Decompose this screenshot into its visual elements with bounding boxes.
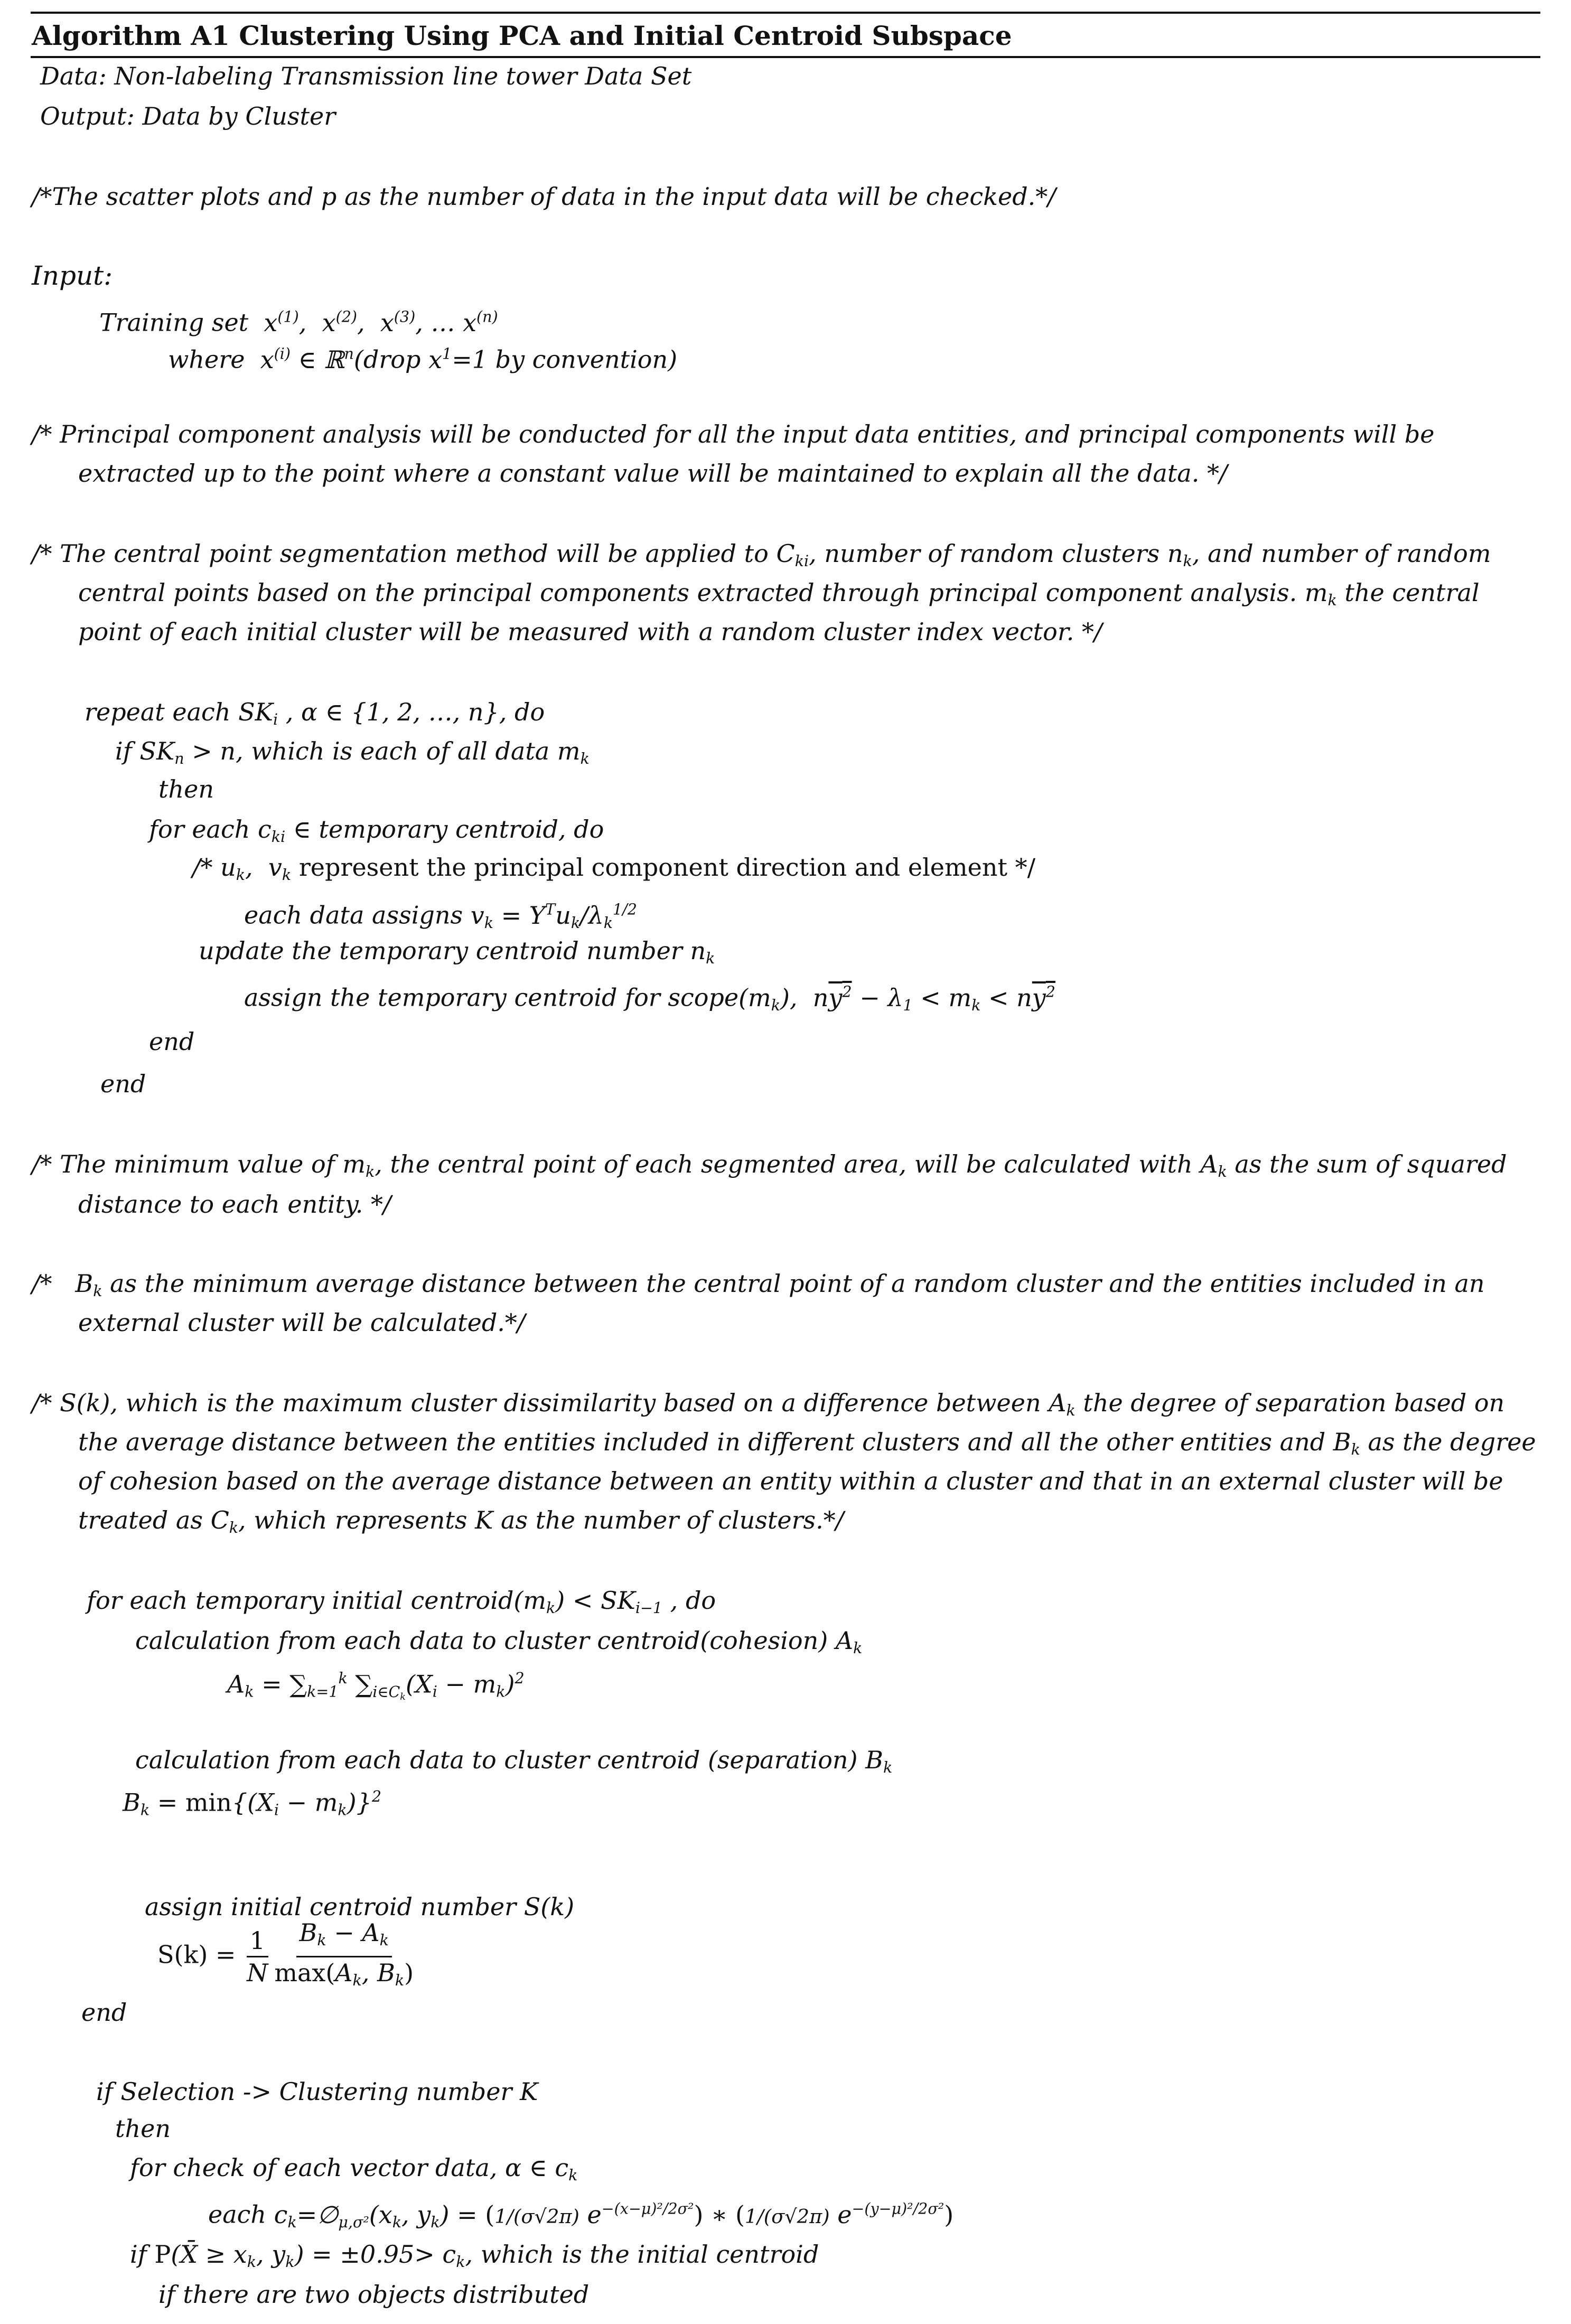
sk-comment-2a: the average distance between the entities included in different clusters and all the other entities and (78, 1428, 1326, 1456)
where-label: where (168, 345, 245, 374)
sk-comment-1a: /* S(k), which is the maximum cluster dissimilarity based on a difference between (32, 1389, 1041, 1417)
for-temp-label: for each temporary initial centroid (87, 1586, 514, 1615)
for-each-line (149, 812, 604, 854)
cohesion-line (135, 1624, 862, 1665)
sk-comment-4a: treated as (78, 1506, 203, 1534)
separation-line (135, 1743, 892, 1785)
scatter-comment: /*The scatter plots and p as the number of data in the input data will be checked.*/ (32, 182, 1056, 211)
two-objects-line: if there are two objects distributed (158, 2280, 590, 2309)
min-comment-2: distance to each entity. */ (78, 1190, 391, 1219)
for-each-tail: temporary centroid, do (319, 815, 604, 844)
if-p-line (130, 2237, 819, 2279)
update-formula: nk (690, 936, 715, 967)
bk-formula: $Bk = \min\{(Xi - mk)\}^2$ (123, 1788, 382, 1819)
central-comment-1b: number of random clusters (824, 539, 1160, 568)
min-comment-1b: the central point of each segmented area, will be calculated with (390, 1150, 1193, 1178)
end-inner: end (149, 1027, 195, 1056)
sk-bk: Bk (1333, 1428, 1360, 1458)
for-each-label: for each (149, 815, 250, 844)
assigns-label: each data assigns (244, 901, 463, 930)
for-check-label: for check of each vector data, (130, 2153, 498, 2182)
bk-comment-1b: as the minimum average distance between the central point of a random cluster and the entities included in an (110, 1269, 1485, 1298)
sk-formula: S(k) = $\frac{1}{N}$ $\frac{Bk - Ak}{\max(Ak, Bk)}$ (157, 1917, 417, 1996)
for-check-line (130, 2151, 577, 2192)
central-comment-2a: central points based on the principal components extracted through principal component analysis. (78, 578, 1297, 607)
algorithm-title: Algorithm A1 Clustering Using PCA and Initial Centroid Subspace (32, 20, 1012, 51)
central-comment-2b: the central (1344, 578, 1480, 607)
min-mk: mk, (342, 1150, 382, 1180)
end-outer: end (100, 1070, 146, 1098)
sk-frac-1: $\frac{1}{N}$ (247, 1926, 268, 1987)
drop-label: (drop (353, 345, 421, 374)
if-p-tail: which is the initial centroid (480, 2240, 819, 2269)
repeat-formula: SKi , α ∈ {1, 2, …, n}, (238, 698, 507, 728)
cohesion-label: calculation from each data to cluster centroid(cohesion) (135, 1626, 828, 1655)
assigns-formula: vk = $Y^Tuk/\lambda k^{1/2}$ (470, 901, 637, 932)
sk-comment-4b: which represents K as the number of clusters.*/ (254, 1506, 844, 1534)
convention-label: =1 by convention) (452, 345, 678, 374)
uk-vk-comment (192, 850, 1035, 892)
sk-comment-3: of cohesion based on the average distance between an entity within a cluster and that in an external cluster will be (78, 1467, 1503, 1495)
data-line: Data: Non-labeling Transmission line tower Data Set (40, 62, 692, 90)
each-label: each (208, 2200, 267, 2229)
for-temp-line (87, 1583, 716, 1625)
pca-comment-1: /* Principal component analysis will be conducted for all the input data entities, and principal components will be (32, 420, 1435, 448)
sk-frac-2: $\frac{Bk - Ak}{\max(Ak, Bk)}$ (274, 1918, 414, 1989)
bk-comment-1a: /* (32, 1269, 52, 1298)
assign-sk-line: assign initial centroid number S(k) (145, 1892, 575, 1921)
end-loop2: end (81, 1998, 127, 2027)
uk-comment-open: /* (192, 853, 213, 882)
if-formula: SKn > n, (139, 737, 244, 767)
sk-comment-2 (78, 1425, 1536, 1467)
assign-scope-label: assign the temporary centroid for scope (244, 983, 739, 1012)
for-temp-do: do (685, 1586, 716, 1615)
central-comment-3: point of each initial cluster will be measured with a random cluster index vector. */ (78, 617, 1102, 646)
for-temp-formula: (mk) < SKi−1 , (513, 1586, 678, 1617)
sk-comment-1b: the degree of separation based on (1083, 1389, 1505, 1417)
central-comment-1a: /* The central point segmentation method will be applied to (32, 539, 769, 568)
if-line (115, 734, 590, 776)
output-line: Output: Data by Cluster (40, 102, 336, 130)
sk-comment-1 (32, 1386, 1504, 1428)
drop-formula: $x^1$ (428, 345, 452, 374)
c-ki-symbol: Cki, (776, 539, 817, 570)
training-set-line (99, 300, 498, 340)
if-mk: mk (557, 737, 590, 767)
top-rule (31, 12, 1540, 14)
training-set-formula: $x^{(1)}$, $x^{(2)}$, $x^{(3)}$, … $x^{(n)}$ (264, 308, 498, 337)
repeat-line (85, 695, 545, 737)
for-check-formula: α ∈ ck (505, 2153, 578, 2184)
cohesion-ak: Ak (835, 1626, 863, 1657)
uk-comment-text: represent the principal component direction and element */ (298, 853, 1036, 882)
bk-comment-1 (32, 1267, 1485, 1308)
repeat-label: repeat each (85, 698, 231, 726)
bk-symbol: Bk (75, 1269, 102, 1300)
selection-then: then (115, 2114, 171, 2143)
if-text: which is each of all data (251, 737, 550, 765)
central-comment-1 (32, 537, 1491, 578)
sk-ak: Ak (1049, 1389, 1076, 1419)
repeat-tail: do (515, 698, 545, 726)
separation-label: calculation from each data to cluster centroid (separation) (135, 1746, 858, 1774)
m-k-symbol: mk (1304, 578, 1337, 609)
sk-ck: Ck, (210, 1506, 246, 1536)
update-line (199, 934, 715, 976)
input-label: Input: (32, 260, 113, 291)
assign-scope-line (244, 975, 1055, 1023)
where-formula: $x^{(i)}$ ∈ ℝ$^n$ (260, 345, 354, 374)
training-set-label: Training set (99, 308, 249, 337)
assigns-line (244, 893, 637, 940)
sk-comment-4 (78, 1503, 844, 1545)
pca-comment-2: extracted up to the point where a constant value will be maintained to explain all the data. */ (78, 459, 1228, 488)
selection-if-line: if Selection -> Clustering number K (96, 2077, 538, 2106)
then-line: then (158, 775, 214, 803)
separation-bk: Bk (865, 1746, 893, 1776)
bk-comment-2: external cluster will be calculated.*/ (78, 1308, 526, 1337)
update-label: update the temporary centroid number (199, 936, 682, 965)
sk-comment-2b: as the degree (1368, 1428, 1536, 1456)
min-comment-1c: as the sum of squared (1235, 1150, 1507, 1178)
if-keyword: if (115, 737, 132, 765)
ak-formula: $Ak = \sum k=1^k$ ∑i∈Ck(Xi − mk)$^2$ (227, 1670, 525, 1702)
title-rule (31, 56, 1540, 58)
gaussian-formula: ck=∅μ,σ²(xk, yk) = (1/(σ√2π) $e^{-(x-\mu)^2/2\sigma^2}$) ∗ (1/(σ√2π) $e^{-(y-\mu)^2/2\sigma^2}$) (274, 2200, 954, 2231)
min-comment-1a: /* The minimum value of (32, 1150, 335, 1178)
where-line (168, 337, 677, 377)
min-ak: Ak (1200, 1150, 1227, 1180)
each-ck-line (208, 2192, 953, 2239)
n-k-symbol: nk, (1167, 539, 1200, 570)
central-comment-2 (78, 576, 1480, 617)
if-p-formula: P(X̄ ≥ xk, yk) = ±0.95> ck, (154, 2240, 473, 2271)
uk-vk-symbols: uk, vk (220, 853, 292, 884)
for-each-formula: cki ∈ (258, 815, 311, 846)
if-p-keyword: if (130, 2240, 147, 2269)
central-comment-1c: and number of random (1208, 539, 1491, 568)
min-comment-1 (32, 1147, 1507, 1189)
assign-scope-formula: (mk), $ny^2 - \lambda 1$ < mk < $ny^2$ (738, 983, 1055, 1014)
